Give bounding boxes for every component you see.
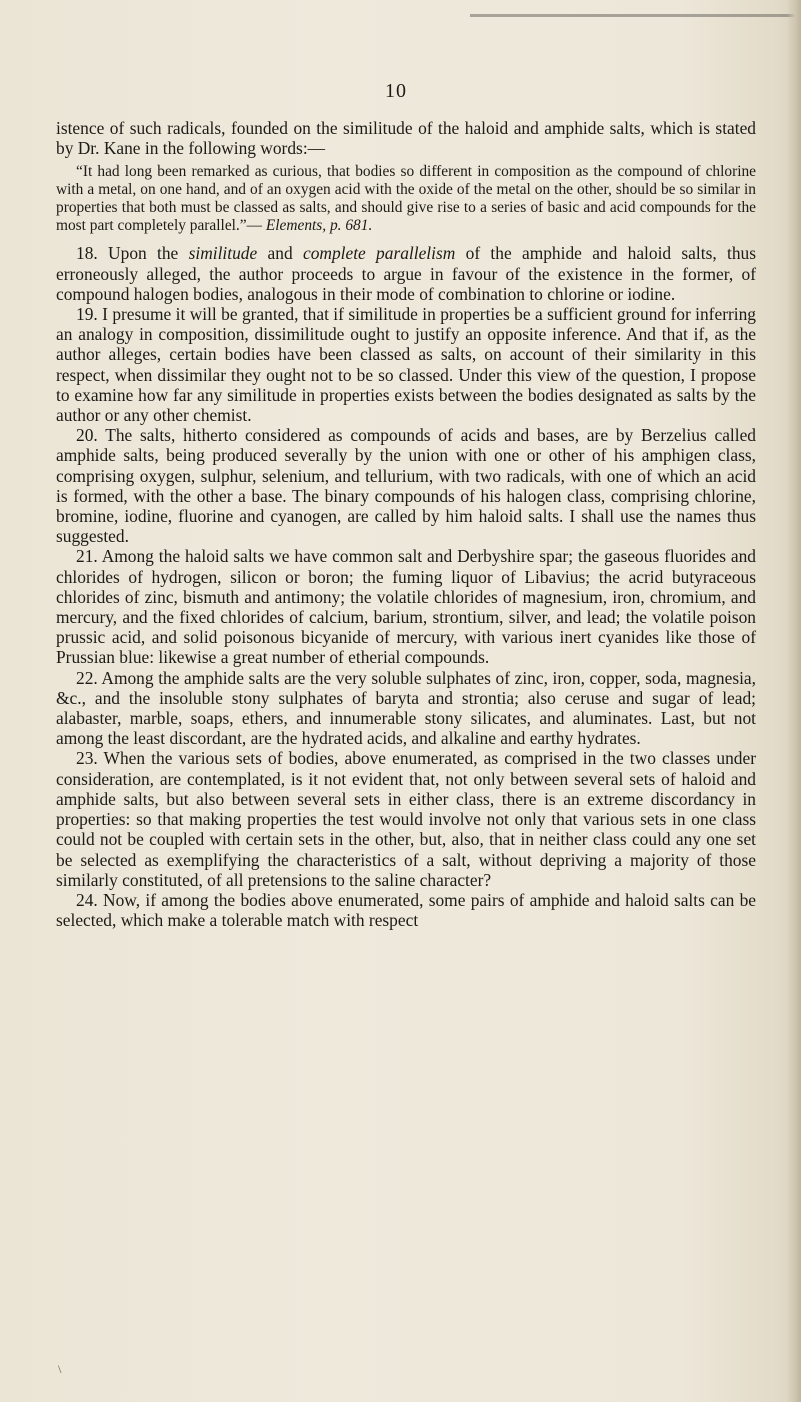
paragraph-24: 24. Now, if among the bodies above enumerated, some pairs of amphide and haloid salts can be selected, which make a tolerable match with respect <box>56 889 756 931</box>
para18-mid: and <box>257 243 303 264</box>
paragraph-23: 23. When the various sets of bodies, above enumerated, as comprised in the two classes under consideration, are contemplated, is it not evident that, not only between several sets of haloid and amphide salts, but also between several sets in either class, there is an extreme discordancy in properties: so that making properties the test would involve not only that various sets in one class could not be coupled with certain sets in the other, but, also, that in neither class could any one set be selected as exemplifying the characteristics of a salt, without depriving a majority of those similarly constituted, of all pretensions to the saline character? <box>56 748 756 890</box>
para18-em-similitude: similitude <box>188 243 258 264</box>
opening-paragraph: istence of such radicals, founded on the similitude of the haloid and amphide salts, which is stated by Dr. Kane in the following words:— <box>56 118 756 159</box>
para18-end: of the amphide and haloid salts, thus erroneously alleged, the author proceeds to argue in favour of the existence in the former, of compound halogen bodies, analogous in their mode of combination to chlorine or iodine. <box>56 243 756 304</box>
stray-mark: \ <box>58 1362 62 1376</box>
top-rule <box>470 14 800 17</box>
para18-em-parallelism: complete parallelism <box>302 243 456 264</box>
paragraph-21: 21. Among the haloid salts we have common salt and Derbyshire spar; the gaseous fluorides and chlorides of hydrogen, silicon or boron; the fuming liquor of Libavius; the acrid butyraceous chlorides of zinc, bismuth and antimony; the volatile chlorides of magnesium, iron, chromium, and mercury, and the fixed chlorides of calcium, barium, strontium, silver, and lead; the volatile poison prussic acid, and solid poisonous bicyanide of mercury, with various inert cyanides like those of Prussian blue: likewise a great number of etherial compounds. <box>56 546 756 668</box>
page-number: 10 <box>385 80 407 102</box>
page-edge <box>787 0 801 1402</box>
paragraph-20: 20. The salts, hitherto considered as compounds of acids and bases, are by Berzelius called amphide salts, being produced severally by the union with one or other of his amphigen class, comprising oxygen, sulphur, selenium, and tellurium, with two radicals, with one of which an acid is formed, with the other a base. The binary compounds of his halogen class, comprising chlorine, bromine, iodine, fluorine and cyanogen, are called by him haloid salts. I shall use the names thus suggested. <box>56 425 756 547</box>
paragraph-22: 22. Among the amphide salts are the very soluble sulphates of zinc, iron, copper, soda, magnesia, &c., and the insoluble stony sulphates of baryta and strontia; also ceruse and sugar of lead; alabaster, marble, soaps, ethers, and innumerable stony silicates, and aluminates. Last, but not among the least discordant, are the hydrated acids, and alkaline and earthy hydrates. <box>56 667 756 749</box>
paragraph-18 <box>56 243 756 304</box>
paragraph-19: 19. I presume it will be granted, that if similitude in properties be a sufficient ground for inferring an analogy in composition, dissimilitude ought to justify an opposite inference. And that if, as the author alleges, certain bodies have been classed as salts, on account of their similarity in this respect, when dissimilar they ought not to be so classed. Under this view of the question, I propose to examine how far any similitude in properties exists between the bodies designated as salts by the author or any other chemist. <box>56 304 756 426</box>
quote-source: Elements, p. 681. <box>265 217 373 235</box>
quote-text: “It had long been remarked as curious, that bodies so different in composition as the compound of chlorine with a metal, on one hand, and of an oxygen acid with the oxide of the metal on the other, should be so similar in properties that both must be classed as salts, and should give rise to a series of basic and acid compounds for the most part completely parallel.”— <box>56 163 756 235</box>
para18-start: 18. Upon the <box>76 243 189 264</box>
block-quote <box>56 163 756 235</box>
body-text <box>56 118 756 930</box>
